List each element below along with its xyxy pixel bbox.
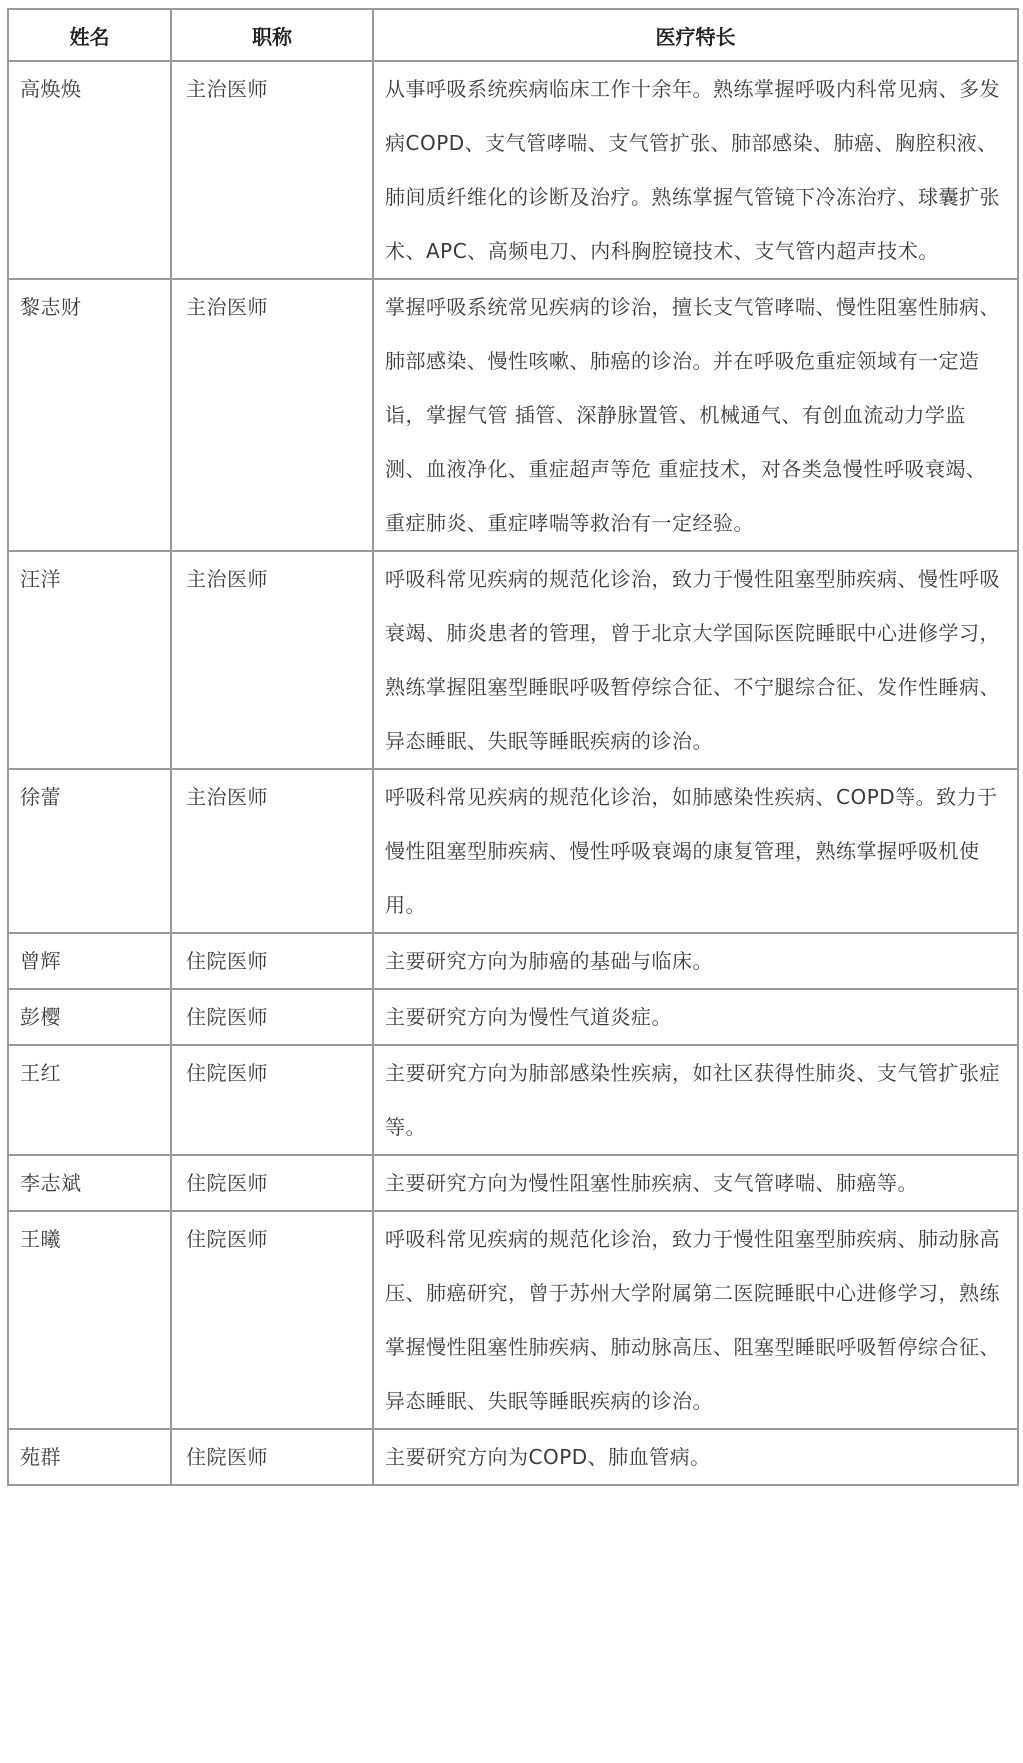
doctor-title: 主治医师 xyxy=(171,551,373,769)
table-row xyxy=(8,1045,1018,1155)
doctor-specialty: 主要研究方向为慢性阻塞性肺疾病、支气管哮喘、肺癌等。 xyxy=(373,1155,1018,1211)
table-row xyxy=(8,933,1018,989)
header-name: 姓名 xyxy=(8,9,171,61)
doctor-title: 住院医师 xyxy=(171,933,373,989)
doctor-name: 汪洋 xyxy=(8,551,171,769)
doctor-specialty: 呼吸科常见疾病的规范化诊治，致力于慢性阻塞型肺疾病、慢性呼吸衰竭、肺炎患者的管理，曾于北京大学国际医院睡眠中心进修学习，熟练掌握阻塞型睡眠呼吸暂停综合征、不宁腿综合征、发作性睡病、异态睡眠、失眠等睡眠疾病的诊治。 xyxy=(373,551,1018,769)
doctor-name: 王曦 xyxy=(8,1211,171,1429)
doctor-title: 主治医师 xyxy=(171,279,373,551)
table-row xyxy=(8,1429,1018,1485)
table-row xyxy=(8,1211,1018,1429)
table-row xyxy=(8,769,1018,933)
header-title: 职称 xyxy=(171,9,373,61)
doctor-name: 徐蕾 xyxy=(8,769,171,933)
doctor-specialty: 呼吸科常见疾病的规范化诊治，如肺感染性疾病、COPD等。致力于慢性阻塞型肺疾病、慢性呼吸衰竭的康复管理，熟练掌握呼吸机使用。 xyxy=(373,769,1018,933)
table-row xyxy=(8,989,1018,1045)
doctor-specialty: 主要研究方向为慢性气道炎症。 xyxy=(373,989,1018,1045)
doctor-specialty: 从事呼吸系统疾病临床工作十余年。熟练掌握呼吸内科常见病、多发病COPD、支气管哮喘、支气管扩张、肺部感染、肺癌、胸腔积液、肺间质纤维化的诊断及治疗。熟练掌握气管镜下冷冻治疗、球囊扩张术、APC、高频电刀、内科胸腔镜技术、支气管内超声技术。 xyxy=(373,61,1018,279)
doctor-name: 李志斌 xyxy=(8,1155,171,1211)
doctor-specialty: 主要研究方向为肺部感染性疾病，如社区获得性肺炎、支气管扩张症等。 xyxy=(373,1045,1018,1155)
table-row xyxy=(8,551,1018,769)
doctor-name: 高焕焕 xyxy=(8,61,171,279)
table-row xyxy=(8,279,1018,551)
table-row xyxy=(8,1155,1018,1211)
doctor-name: 彭樱 xyxy=(8,989,171,1045)
table-header-row xyxy=(8,9,1018,61)
doctor-specialty: 主要研究方向为肺癌的基础与临床。 xyxy=(373,933,1018,989)
doctor-title: 主治医师 xyxy=(171,769,373,933)
doctor-name: 曾辉 xyxy=(8,933,171,989)
table-row xyxy=(8,61,1018,279)
header-specialty: 医疗特长 xyxy=(373,9,1018,61)
doctor-name: 黎志财 xyxy=(8,279,171,551)
doctor-specialty: 主要研究方向为COPD、肺血管病。 xyxy=(373,1429,1018,1485)
doctor-title: 住院医师 xyxy=(171,1211,373,1429)
doctor-title: 住院医师 xyxy=(171,989,373,1045)
doctor-specialty: 呼吸科常见疾病的规范化诊治，致力于慢性阻塞型肺疾病、肺动脉高压、肺癌研究，曾于苏州大学附属第二医院睡眠中心进修学习，熟练掌握慢性阻塞性肺疾病、肺动脉高压、阻塞型睡眠呼吸暂停综合征、异态睡眠、失眠等睡眠疾病的诊治。 xyxy=(373,1211,1018,1429)
doctor-title: 住院医师 xyxy=(171,1155,373,1211)
doctor-name: 苑群 xyxy=(8,1429,171,1485)
doctor-name: 王红 xyxy=(8,1045,171,1155)
doctors-table xyxy=(7,8,1019,1486)
doctor-title: 住院医师 xyxy=(171,1045,373,1155)
doctor-specialty: 掌握呼吸系统常见疾病的诊治，擅长支气管哮喘、慢性阻塞性肺病、 肺部感染、慢性咳嗽、肺癌的诊治。并在呼吸危重症领域有一定造诣，掌握气管 插管、深静脉置管、机械通气、有创血流动力学监测、血液净化、重症超声等危 重症技术，对各类急慢性呼吸衰竭、重症肺炎、重症哮喘等救治有一定经验。 xyxy=(373,279,1018,551)
doctor-title: 主治医师 xyxy=(171,61,373,279)
doctor-title: 住院医师 xyxy=(171,1429,373,1485)
